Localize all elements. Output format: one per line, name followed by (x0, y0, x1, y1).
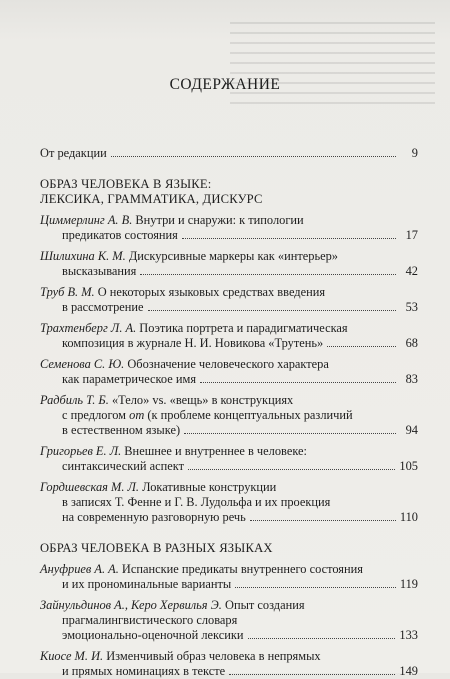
entry-author: Григорьев Е. Л. (40, 444, 122, 458)
toc-entry (40, 562, 418, 592)
leader-dots (229, 674, 395, 675)
entry-title: на современную разговорную речь (62, 510, 246, 524)
entry-title: в рассмотрение (62, 300, 144, 314)
page-number: 17 (405, 228, 418, 242)
entry-title: прагмалингвистического словаря (62, 613, 238, 627)
entry-author: Гордшевская М. Л. (40, 480, 140, 494)
leader-dots (188, 469, 395, 470)
entry-title: Внешнее и внутреннее в человеке: (124, 444, 307, 458)
toc-entry (40, 393, 418, 438)
entry-author: Зайнульдинов А., Керо Хервилья Э. (40, 598, 222, 612)
section-heading-line: ОБРАЗ ЧЕЛОВЕКА В ЯЗЫКЕ: (40, 177, 212, 191)
toc-entry (40, 321, 418, 351)
section-heading (40, 177, 418, 207)
page-number: 149 (399, 664, 418, 678)
page-number: 105 (399, 459, 418, 473)
entry-author: Трахтенберг Л. А. (40, 321, 137, 335)
section-heading (40, 541, 418, 556)
toc-entry (40, 249, 418, 279)
entry-title: Опыт создания (225, 598, 305, 612)
page-number: 9 (411, 146, 418, 160)
leader-dots (140, 274, 396, 275)
toc-entry (40, 649, 418, 679)
entry-title: Дискурсивные маркеры как «интерьер» (128, 249, 339, 263)
entry-title: высказывания (62, 264, 137, 278)
toc-entry (40, 285, 418, 315)
leader-dots (327, 346, 396, 347)
entry-title: О некоторых языковых средствах введения (97, 285, 326, 299)
page-number: 94 (405, 423, 418, 437)
entry-title: как параметрическое имя (62, 372, 197, 386)
page-number: 119 (399, 577, 418, 591)
entry-title: Поэтика портрета и парадигматическая (139, 321, 348, 335)
entry-title: композиция в журнале Н. И. Новикова «Трутень» (62, 336, 324, 350)
entry-preposition: от (129, 408, 145, 422)
entry-author: Семенова С. Ю. (40, 357, 125, 371)
leader-dots (111, 156, 396, 157)
entry-title: эмоционально-оценочной лексики (62, 628, 244, 642)
entry-title: и их прономинальные варианты (62, 577, 232, 591)
entry-title: синтаксический аспект (62, 459, 184, 473)
toc-entry (40, 444, 418, 474)
toc-entry-foreword (40, 146, 418, 161)
table-of-contents (40, 146, 418, 679)
entry-title: в записях Т. Фенне и Г. В. Лудольфа и их проекция (62, 495, 331, 509)
page-number: 42 (405, 264, 418, 278)
bleed-through-text (230, 22, 435, 112)
entry-title: Изменчивый образ человека в непрямых (106, 649, 321, 663)
entry-title: Обозначение человеческого характера (127, 357, 329, 371)
entry-title: в естественном языке) (62, 423, 181, 437)
entry-author: Труб В. М. (40, 285, 95, 299)
entry-title: От редакции (40, 146, 107, 160)
entry-title: и прямых номинациях в тексте (62, 664, 226, 678)
entry-title: предикатов состояния (62, 228, 178, 242)
toc-entry (40, 598, 418, 643)
entry-title: Испанские предикаты внутреннего состояния (121, 562, 363, 576)
page-number: 68 (405, 336, 418, 350)
leader-dots (248, 638, 396, 639)
entry-author: Циммерлинг А. В. (40, 213, 133, 227)
toc-entry (40, 357, 418, 387)
section-heading-line: ЛЕКСИКА, ГРАММАТИКА, ДИСКУРС (40, 192, 263, 206)
section-heading-line: ОБРАЗ ЧЕЛОВЕКА В РАЗНЫХ ЯЗЫКАХ (40, 541, 273, 555)
page-title: СОДЕРЖАНИЕ (169, 76, 281, 93)
page-number: 133 (399, 628, 418, 642)
leader-dots (148, 310, 396, 311)
entry-title: с предлогом (62, 408, 127, 422)
leader-dots (182, 238, 396, 239)
page-number: 53 (405, 300, 418, 314)
entry-title: «Тело» vs. «вещь» в конструкциях (111, 393, 294, 407)
toc-entry (40, 480, 418, 525)
toc-entry (40, 213, 418, 243)
entry-author: Радбиль Т. Б. (40, 393, 109, 407)
entry-author: Ануфриев А. А. (40, 562, 119, 576)
leader-dots (235, 587, 396, 588)
entry-title: (к проблеме концептуальных различий (147, 408, 353, 422)
entry-author: Шилихина К. М. (40, 249, 126, 263)
leader-dots (184, 433, 396, 434)
leader-dots (200, 382, 396, 383)
leader-dots (250, 520, 396, 521)
entry-title: Локативные конструкции (142, 480, 277, 494)
entry-author: Киосе М. И. (40, 649, 104, 663)
page-number: 110 (399, 510, 418, 524)
page-number: 83 (405, 372, 418, 386)
entry-title: Внутри и снаружи: к типологии (135, 213, 304, 227)
